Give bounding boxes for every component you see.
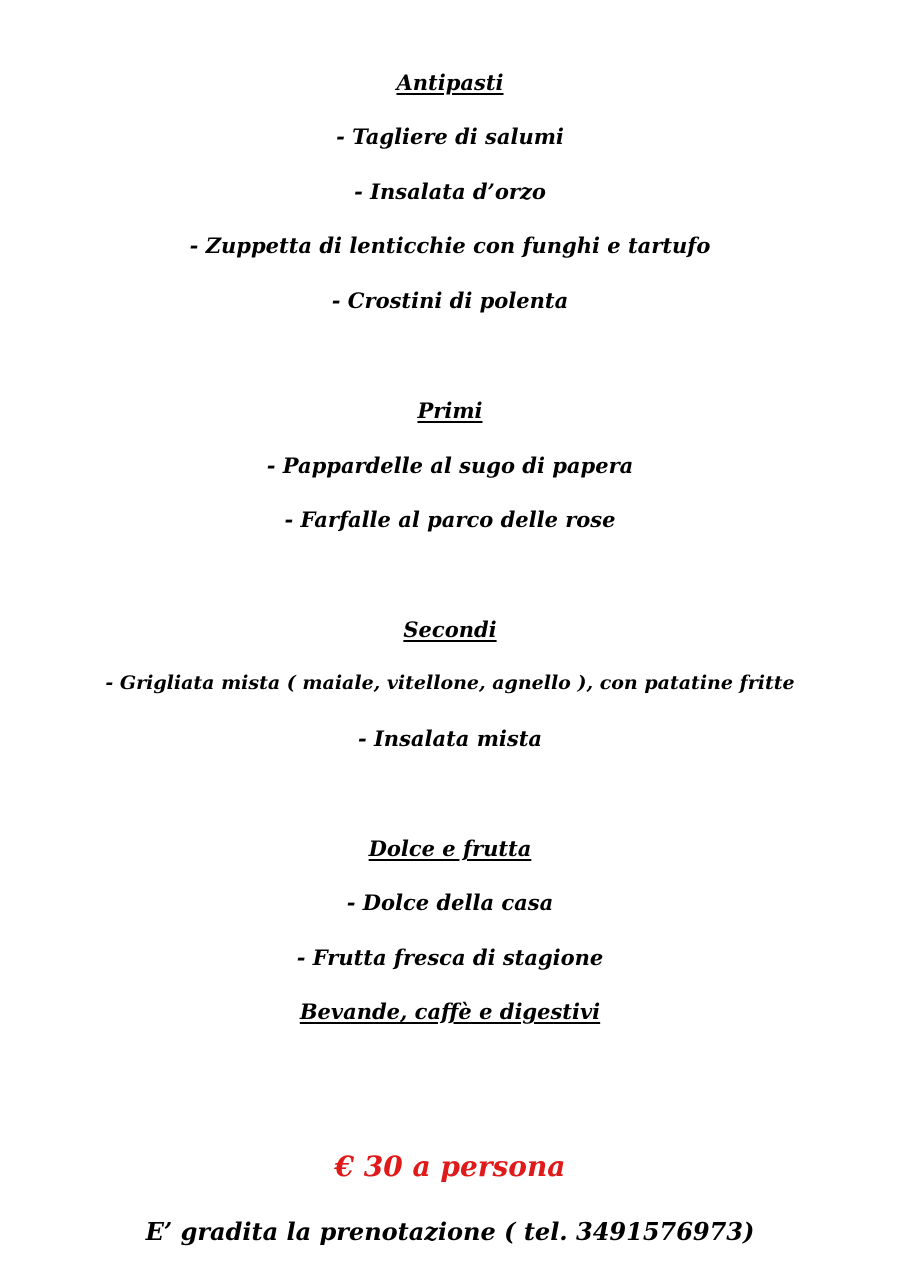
section-heading-primi: Primi xyxy=(417,398,483,423)
reservation-note: E’ gradita la prenotazione ( tel. 3491576973) xyxy=(145,1217,755,1246)
menu-item: - Farfalle al parco delle rose xyxy=(284,507,616,532)
drinks-heading: Bevande, caffè e digestivi xyxy=(299,999,601,1024)
menu-item: - Grigliata mista ( maiale, vitellone, agnello ), con patatine fritte xyxy=(105,672,795,694)
menu-item: - Insalata mista xyxy=(357,726,543,751)
menu-item: - Tagliere di salumi xyxy=(336,124,564,149)
menu-item: - Pappardelle al sugo di papera xyxy=(266,453,634,478)
menu-item: - Insalata d’orzo xyxy=(354,179,546,204)
section-heading-secondi: Secondi xyxy=(403,617,497,642)
menu-item: - Crostini di polenta xyxy=(331,288,569,313)
section-heading-dolce-e-frutta: Dolce e frutta xyxy=(368,836,532,861)
menu-item: - Frutta fresca di stagione xyxy=(296,945,604,970)
menu-item: - Dolce della casa xyxy=(346,890,554,915)
price-per-person: € 30 a persona xyxy=(334,1150,566,1183)
menu-item: - Zuppetta di lenticchie con funghi e tartufo xyxy=(189,233,711,258)
section-heading-antipasti: Antipasti xyxy=(396,70,504,95)
